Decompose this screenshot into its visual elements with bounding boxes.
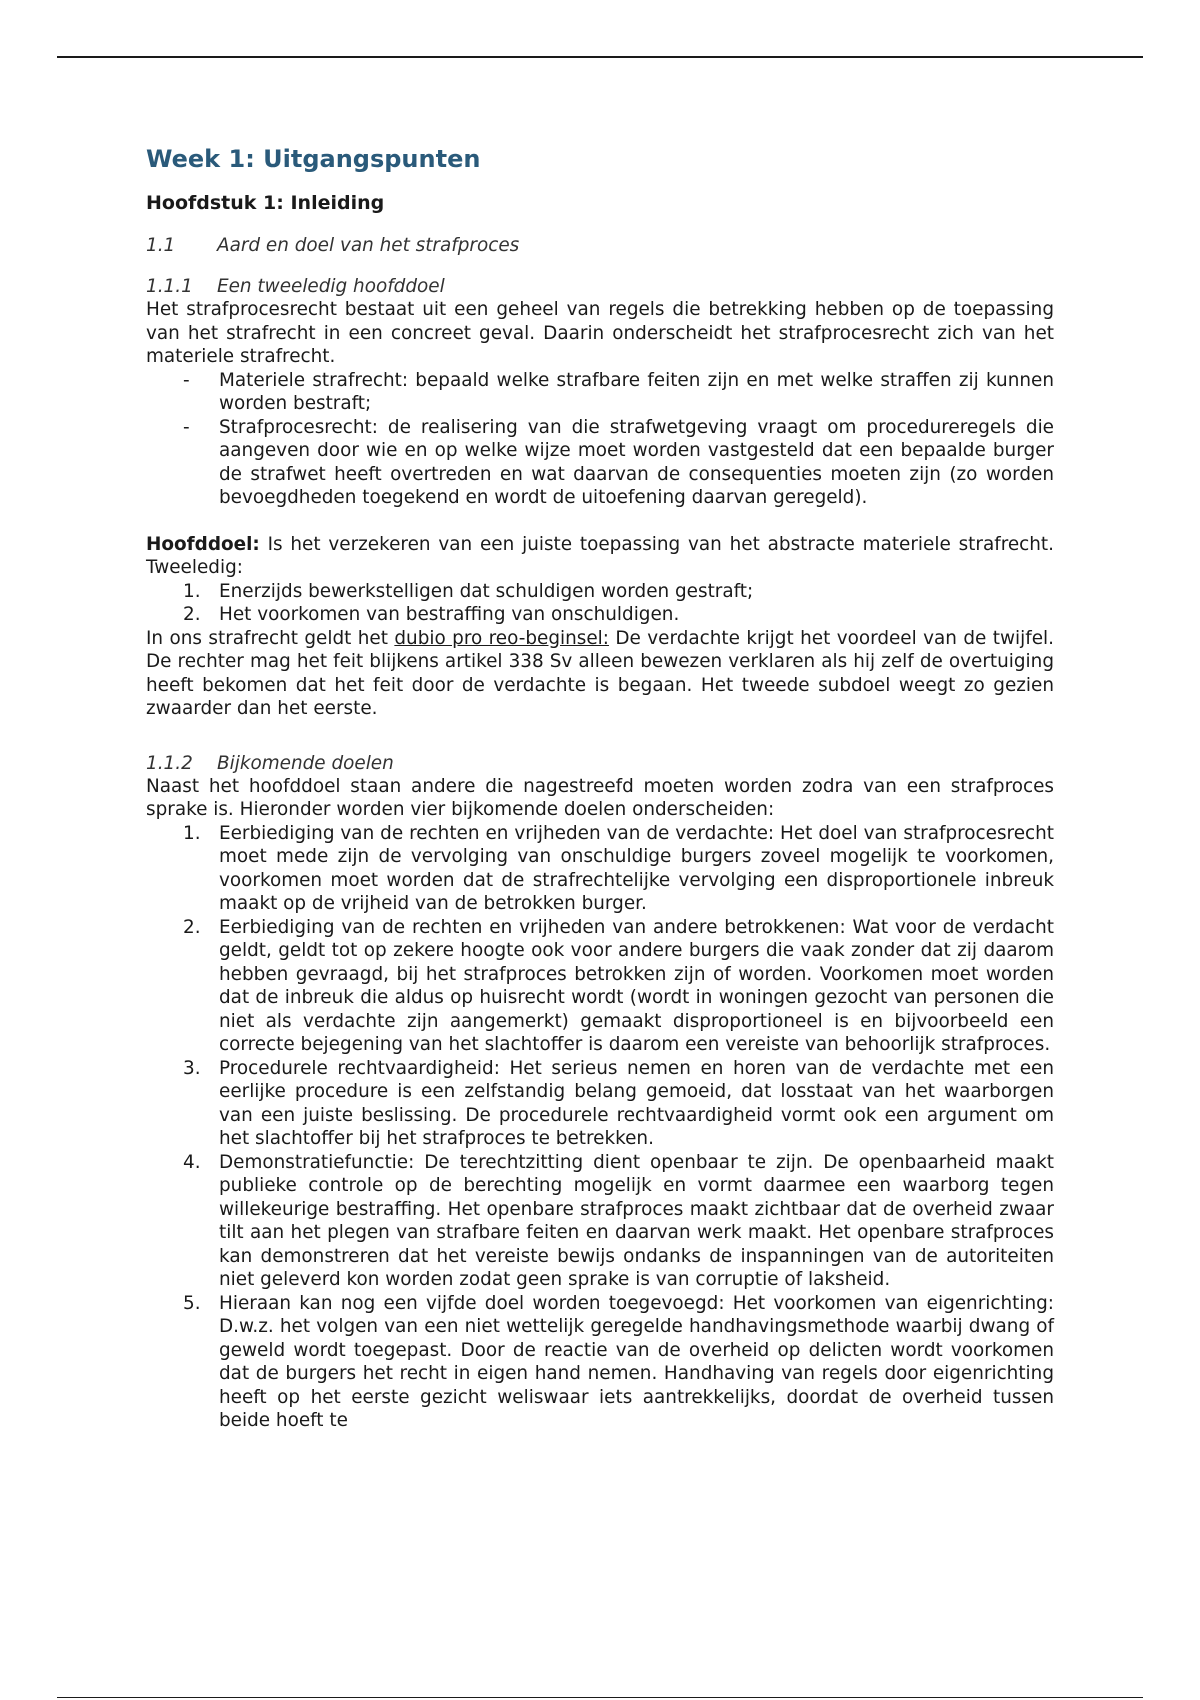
footer-rule xyxy=(57,1697,1143,1698)
paragraph-intro-2: Naast het hoofddoel staan andere die nagestreefd moeten worden zodra van een strafproces sprake is. Hieronder worden vier bijkomende doelen onderscheiden: xyxy=(146,775,1054,820)
list-item xyxy=(146,416,1054,510)
list-item-text: Het voorkomen van bestraffing van onschuldigen. xyxy=(219,604,680,625)
goal-list xyxy=(146,580,1054,627)
list-number: 2. xyxy=(183,604,201,625)
list-item xyxy=(146,603,1054,627)
hoofddoel-text: Is het verzekeren van een juiste toepassing van het abstracte materiele strafrecht. Tweeledig: xyxy=(146,533,1054,578)
section-title: Aard en doel van het strafproces xyxy=(217,235,520,256)
list-number: 1. xyxy=(183,822,201,844)
list-number: 5. xyxy=(183,1292,201,1314)
dubio-pre: In ons strafrecht geldt het xyxy=(146,627,395,649)
subsection-number: 1.1.2 xyxy=(146,752,193,774)
section-number: 1.1 xyxy=(146,235,176,256)
document-page xyxy=(146,142,1054,1433)
list-item-text: Procedurele rechtvaardigheid: Het serieus nemen en horen van de verdachte met een eerlijke procedure is een zelfstandig belang gemoeid, dat losstaat van het waarborgen van een juiste beslissing. De procedurele rechtvaardigheid vormt ook een argument om het slachtoffer bij het strafproces te betrekken. xyxy=(219,1057,1054,1149)
bullet-list xyxy=(146,369,1054,510)
list-item-text: Enerzijds bewerkstelligen dat schuldigen worden gestraft; xyxy=(219,580,754,602)
list-number: 2. xyxy=(183,916,201,938)
list-item xyxy=(146,822,1054,916)
bullet-marker: - xyxy=(183,416,190,438)
list-item xyxy=(146,1151,1054,1292)
header-rule xyxy=(57,56,1143,58)
subsection-heading-2 xyxy=(146,753,1054,775)
week-title: Week 1: Uitgangspunten xyxy=(146,145,481,173)
list-item xyxy=(146,580,1054,604)
bijkomende-doelen-list xyxy=(146,822,1054,1433)
subsection-heading-1 xyxy=(146,276,1054,298)
dubio-term: dubio pro reo-beginsel: xyxy=(394,627,609,649)
subsection-title: Bijkomende doelen xyxy=(217,752,394,774)
subsection-number: 1.1.1 xyxy=(146,276,193,297)
list-item-text: Hieraan kan nog een vijfde doel worden toegevoegd: Het voorkomen van eigenrichting: D.w.z. het volgen van een niet wettelijk geregelde handhavingsmethode waarbij dwang of geweld wordt toegepast. Door de reactie van de overheid op delicten wordt voorkomen dat de burgers het recht in eigen hand nemen. Handhaving van regels door eigenrichting heeft op het eerste gezicht weliswaar iets aantrekkelijks, doordat de overheid tussen beide hoeft te xyxy=(219,1292,1054,1431)
list-item xyxy=(146,1057,1054,1151)
list-item-text: Strafprocesrecht: de realisering van die strafwetgeving vraagt om procedureregels die aangeven door wie en op welke wijze moet worden vastgesteld dat een bepaalde burger de strafwet heeft overtreden en wat daarvan de consequenties moeten zijn (zo worden bevoegdheden toegekend en wordt de uitoefening daarvan geregeld). xyxy=(219,416,1054,508)
hoofddoel-label: Hoofddoel: xyxy=(146,533,260,555)
list-item xyxy=(146,916,1054,1057)
bullet-marker: - xyxy=(183,369,190,391)
chapter-title: Hoofdstuk 1: Inleiding xyxy=(146,192,385,214)
list-item-text: Demonstratiefunctie: De terechtzitting dient openbaar te zijn. De openbaarheid maakt publieke controle op de berechting mogelijk en vormt daarmee een waarborg tegen willekeurige bestraffing. Het openbare strafproces maakt zichtbaar dat de overheid zwaar tilt aan het plegen van strafbare feiten en daarvan werk maakt. Het openbare strafproces kan demonstreren dat het vereiste bewijs ondanks de inspanningen van de autoriteiten niet geleverd kon worden zodat geen sprake is van corruptie of laksheid. xyxy=(219,1151,1054,1290)
list-number: 1. xyxy=(183,580,201,602)
paragraph-intro: Het strafprocesrecht bestaat uit een geheel van regels die betrekking hebben op de toepassing van het strafrecht in een concreet geval. Daarin onderscheidt het strafprocesrecht zich van het materiele strafrecht. xyxy=(146,299,1054,367)
list-number: 4. xyxy=(183,1151,201,1173)
list-item-text: Materiele strafrecht: bepaald welke strafbare feiten zijn en met welke straffen zij kunnen worden bestraft; xyxy=(219,369,1054,414)
list-item xyxy=(146,1292,1054,1433)
dubio-post: De verdachte krijgt het voordeel van de twijfel. De rechter mag het feit blijkens artikel 338 Sv alleen bewezen verklaren als hij zelf de overtuiging heeft bekomen dat het feit door de verdachte is begaan. Het tweede subdoel weegt zo gezien zwaarder dan het eerste. xyxy=(146,627,1054,719)
list-item-text: Eerbiediging van de rechten en vrijheden van de verdachte: Het doel van strafprocesrecht moet mede zijn de vervolging van onschuldige burgers zoveel mogelijk te voorkomen, voorkomen moet worden dat de strafrechtelijke vervolging een disproportionele inbreuk maakt op de vrijheid van de betrokken burger. xyxy=(219,822,1054,914)
list-item xyxy=(146,369,1054,416)
subsection-title: Een tweeledig hoofddoel xyxy=(217,276,445,297)
paragraph-dubio xyxy=(146,627,1054,721)
section-heading xyxy=(146,234,1054,258)
paragraph-hoofddoel xyxy=(146,533,1054,580)
list-number: 3. xyxy=(183,1057,201,1079)
list-item-text: Eerbiediging van de rechten en vrijheden van andere betrokkenen: Wat voor de verdacht geldt, geldt tot op zekere hoogte ook voor andere burgers die vaak zonder dat zij daarom hebben gevraagd, bij het strafproces betrokken zijn of worden. Voorkomen moet worden dat de inbreuk die aldus op huisrecht wordt (wordt in woningen gezocht van personen die niet als verdachte zijn aangemerkt) gemaakt disproportioneel is en bijvoorbeeld een correcte bejegening van het slachtoffer is daarom een vereiste van behoorlijk strafproces. xyxy=(219,916,1054,1055)
